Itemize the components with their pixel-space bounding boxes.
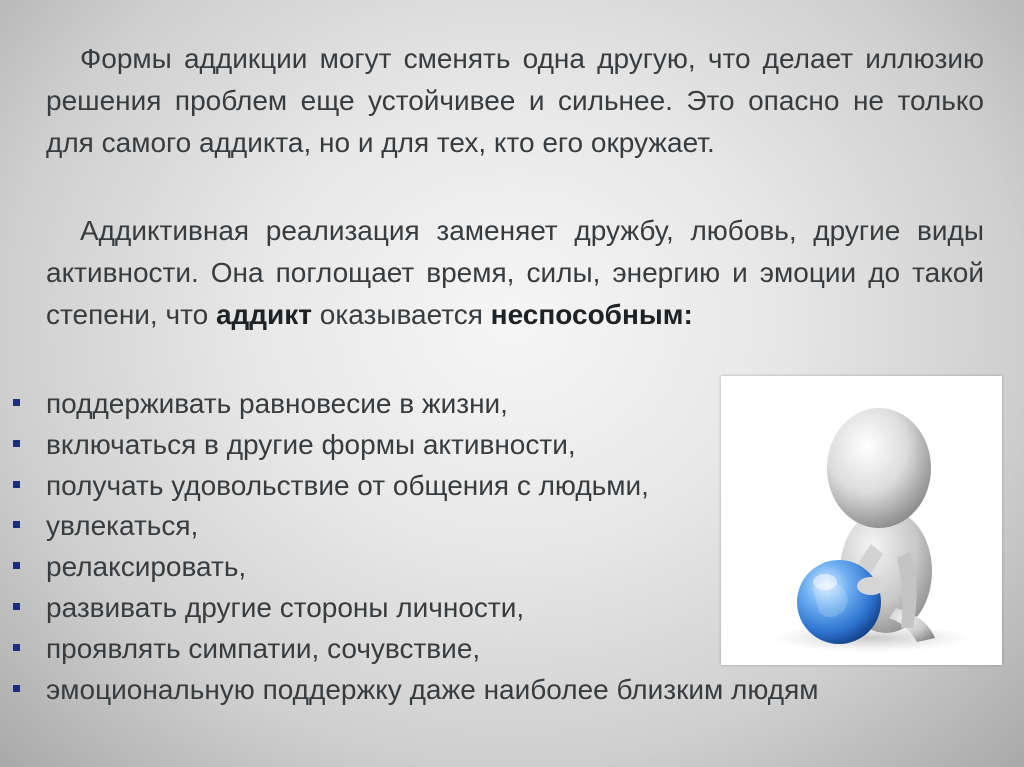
bullet-text: проявлять симпатии, сочувствие, <box>46 632 481 664</box>
illustration-image <box>721 376 1002 665</box>
bullet-item <box>0 588 819 629</box>
bullet-text: поддерживать равновесие в жизни, <box>46 388 508 419</box>
bullet-item <box>0 629 819 670</box>
bullet-text: включаться в другие формы активности, <box>46 428 576 460</box>
bullet-item <box>0 384 819 425</box>
bullet-square-icon <box>13 481 20 488</box>
bullet-text: развивать другие стороны личности, <box>46 591 525 623</box>
paragraph-intro: Формы аддикции могут сменять одна другую, что делает иллюзию решения проблем еще устойчивее и сильнее. Это опасно не только для самого аддикта, но и для тех, кто его окружает. <box>46 43 984 158</box>
figure-holding-globe-icon <box>721 376 1002 665</box>
bold-term-addict: аддикт <box>215 299 312 330</box>
bullet-square-icon <box>13 440 20 447</box>
bullet-square-icon <box>13 644 20 651</box>
bullet-square-icon <box>13 399 20 406</box>
bullet-item <box>0 466 819 507</box>
bullet-text: увлекаться, <box>46 510 199 542</box>
bold-term-unable: неспособным: <box>490 299 693 330</box>
bullet-square-icon <box>13 685 20 692</box>
bullet-text: релаксировать, <box>46 551 247 583</box>
bullet-square-icon <box>13 603 20 610</box>
bullet-item <box>0 425 819 466</box>
bullet-square-icon <box>13 521 20 528</box>
paragraph-addiction-text: Аддиктивная реализация заменяет дружбу, любовь, другие виды активности. Она поглощает время, силы, энергию и эмоции до такой степени, что <box>46 215 984 330</box>
bullet-item <box>0 547 819 588</box>
paragraph-addiction <box>46 210 984 336</box>
bullet-text: получать удовольствие от общения с людьми, <box>46 469 649 501</box>
paragraph-addiction-mid: оказывается <box>312 299 491 330</box>
bullet-text: эмоциональную поддержку даже наиболее близким людям <box>46 673 819 705</box>
bullet-item <box>0 670 819 711</box>
bullet-item <box>0 506 819 547</box>
bullet-list <box>0 384 819 710</box>
bullet-square-icon <box>13 562 20 569</box>
